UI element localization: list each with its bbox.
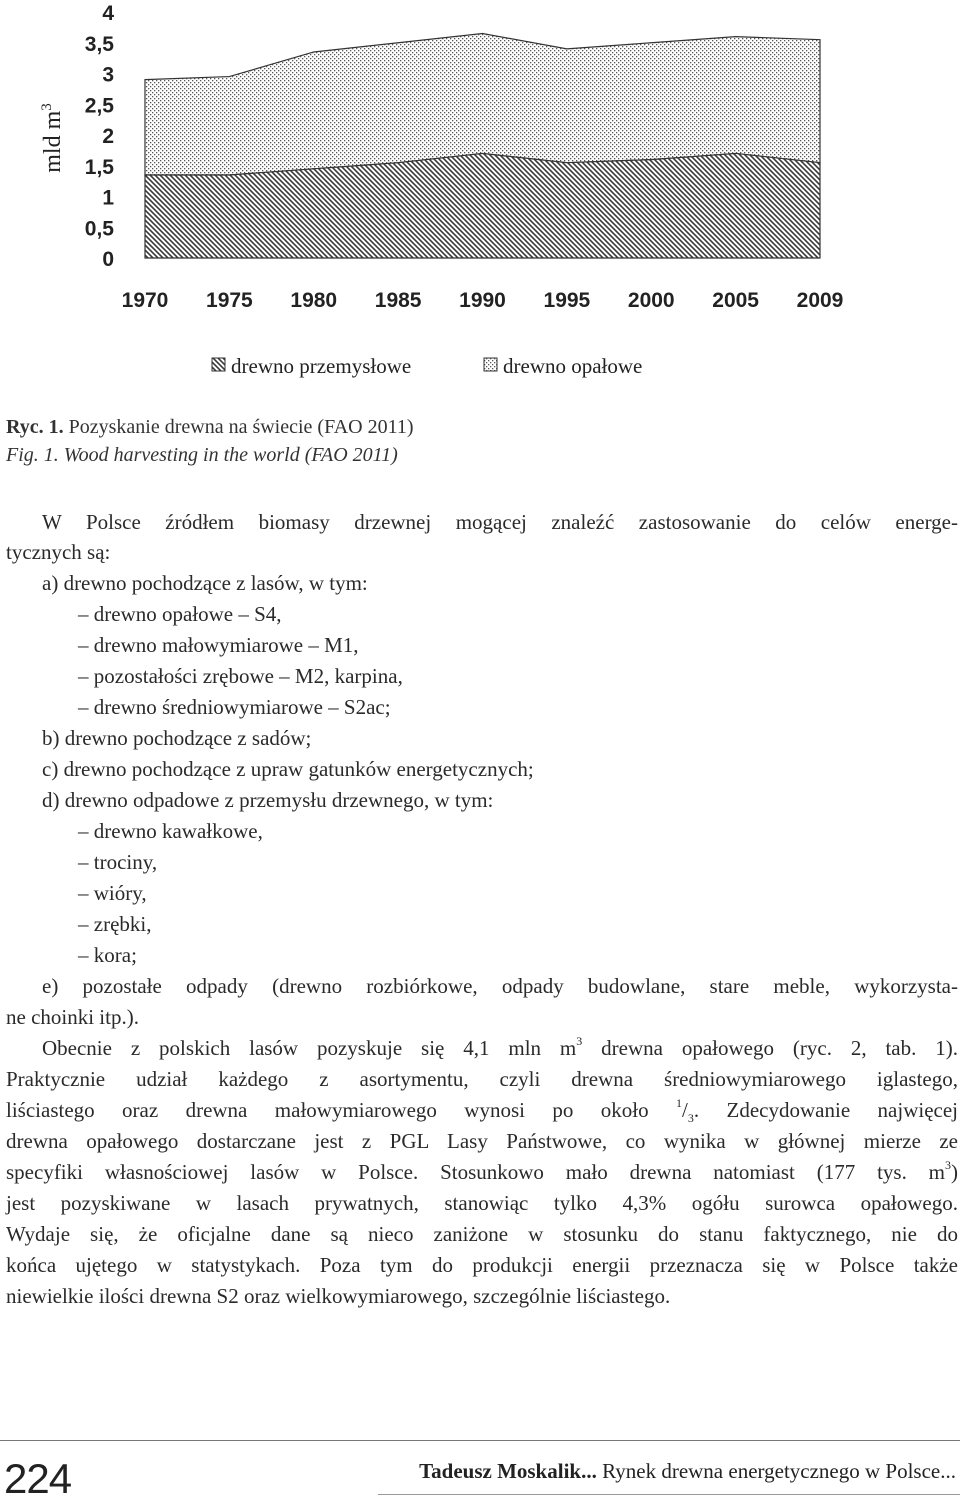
legend <box>212 354 642 378</box>
paragraph-line: drewna opałowego dostarczane jest z PGL Lasy Państwowe, co wynika w głównej mierze ze <box>6 1129 958 1153</box>
list-subitem: – drewno średniowymiarowe – S2ac; <box>78 695 391 719</box>
legend-label-fuel: drewno opałowe <box>503 354 643 378</box>
x-tick-label: 2005 <box>712 289 759 312</box>
paragraph-line: specyfiki własnościowej lasów w Polsce. Stosunkowo mało drewna natomiast (177 tys. $m^3$) <box>6 1158 958 1184</box>
paragraph-line: jest pozyskiwane w lasach prywatnych, stanowiąc tylko 4,3% ogółu surowca opałowego. <box>6 1191 958 1215</box>
y-tick-label: 1 <box>102 186 114 210</box>
y-tick-label: 2 <box>102 125 114 148</box>
paragraph-line: ne choinki itp.). <box>6 1005 139 1029</box>
footer-author: Tadeusz Moskalik... <box>419 1459 597 1483</box>
list-item: a) drewno pochodzące z lasów, w tym: <box>42 571 368 595</box>
footer-rule <box>0 1440 960 1441</box>
paragraph-line: końca ujętego w statystykach. Poza tym do produkcji energii przeznacza się w Polsce także <box>6 1253 958 1277</box>
paragraph-line: Obecnie z polskich lasów pozyskuje się 4,1 mln $m^3$ drewna opałowego (ryc. 2, tab. 1). <box>42 1034 959 1060</box>
stacked-area-chart <box>0 0 960 395</box>
list-subitem: – trociny, <box>78 850 158 874</box>
list-item: c) drewno pochodzące z upraw gatunków energetycznych; <box>42 757 534 781</box>
paragraph-line: liściastego oraz drewna małowymiarowego wynosi po około $^1/_3$. Zdecydowanie najwięcej <box>6 1096 958 1126</box>
caption-label: Ryc. 1. <box>6 416 64 438</box>
y-axis-label: mld $m^3$ <box>39 103 66 173</box>
list-subitem: – wióry, <box>78 881 147 905</box>
list-subitem: – drewno opałowe – S4, <box>78 602 282 626</box>
x-tick-label: 1970 <box>121 289 169 312</box>
chart <box>0 0 960 395</box>
x-tick-label: 1975 <box>206 289 253 312</box>
footer-title: Rynek drewna energetycznego w Polsce... <box>596 1459 956 1483</box>
y-tick-label: 3 <box>102 63 114 87</box>
x-tick-label: 2009 <box>796 289 844 312</box>
list-item: b) drewno pochodzące z sadów; <box>42 726 312 750</box>
y-tick-label: 4 <box>102 2 114 25</box>
y-tick-label: 0 <box>102 248 114 271</box>
caption-en: Fig. 1. Wood harvesting in the world (FAO 2011) <box>6 444 398 466</box>
y-tick-label: 0,5 <box>84 217 114 241</box>
list-subitem: – drewno małowymiarowe – M1, <box>78 633 359 657</box>
figure-caption <box>6 413 414 469</box>
paragraph-line: Praktycznie udział każdego z asortymentu, czyli drewna średniowymiarowego iglastego, <box>6 1067 958 1091</box>
paragraph-line: Wydaje się, że oficjalne dane są nieco zaniżone w stosunku do stanu faktycznego, nie do <box>6 1222 958 1246</box>
paragraph-line: tycznych są: <box>6 540 111 564</box>
page-number: 224 <box>4 1455 72 1502</box>
x-tick-label: 1990 <box>459 289 506 312</box>
caption-pl: Pozyskanie drewna na świecie (FAO 2011) <box>63 416 414 438</box>
y-tick-label: 3,5 <box>84 32 114 56</box>
paragraph-line: niewielkie ilości drewna S2 oraz wielkowymiarowego, szczególnie liściastego. <box>6 1284 671 1308</box>
x-tick-label: 2000 <box>627 289 675 312</box>
list-subitem: – zrębki, <box>78 912 152 936</box>
list-subitem: – kora; <box>78 943 137 967</box>
legend-swatch-fuel <box>484 358 497 371</box>
list-subitem: – pozostałości zrębowe – M2, karpina, <box>78 664 403 688</box>
y-tick-label: 2,5 <box>84 94 114 118</box>
y-tick-label: 1,5 <box>84 155 114 179</box>
running-footer <box>419 1459 956 1484</box>
legend-swatch-industrial <box>212 358 225 371</box>
x-tick-label: 1980 <box>290 289 338 312</box>
list-item: d) drewno odpadowe z przemysłu drzewnego, w tym: <box>42 788 494 812</box>
paragraph-line: W Polsce źródłem biomasy drzewnej mogącej znaleźć zastosowanie do celów energe- <box>42 510 958 534</box>
list-item: e) pozostałe odpady (drewno rozbiórkowe, odpady budowlane, stare meble, wykorzysta- <box>42 974 958 998</box>
footer-underline <box>378 1494 960 1495</box>
x-tick-label: 1985 <box>374 289 422 312</box>
legend-label-industrial: drewno przemysłowe <box>231 354 412 378</box>
x-tick-label: 1995 <box>543 289 591 312</box>
list-subitem: – drewno kawałkowe, <box>78 819 263 843</box>
